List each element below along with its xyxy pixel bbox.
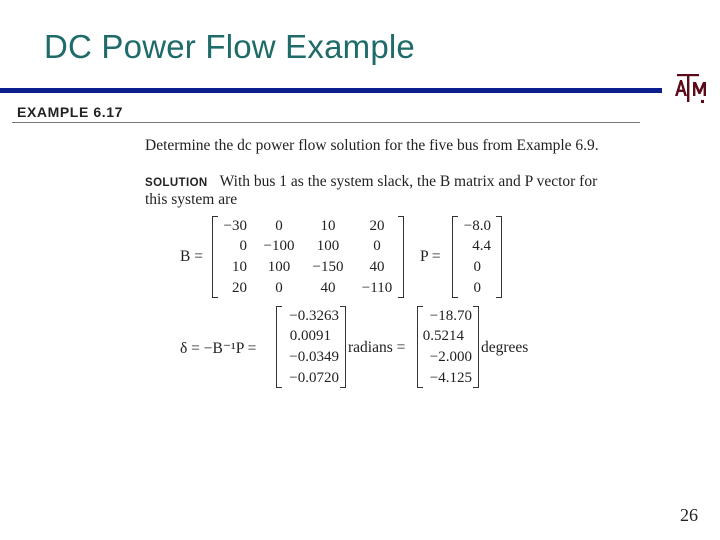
b-cell: 0 [239, 238, 247, 254]
b-cell: −30 [223, 218, 247, 234]
p-cell: −8.0 [463, 218, 491, 234]
problem-statement: Determine the dc power flow solution for the five bus from Example 6.9. [145, 137, 599, 154]
example-divider [12, 122, 640, 123]
b-cell: 40 [369, 259, 385, 275]
delta-radians-vector [276, 306, 346, 388]
p-cell: 0 [473, 280, 481, 296]
b-cell: 100 [267, 259, 291, 275]
delta-rad-cell: −0.0349 [289, 349, 339, 365]
b-cell: 40 [320, 280, 336, 296]
b-cell: −100 [263, 238, 295, 254]
b-matrix-label: B = [180, 248, 203, 265]
delta-degrees-vector [417, 306, 479, 388]
page-number: 26 [680, 505, 698, 525]
delta-deg-cell: −18.70 [429, 308, 472, 324]
p-cell: 0 [473, 259, 481, 275]
delta-deg-cell: −4.125 [429, 370, 472, 386]
university-logo-icon [671, 74, 715, 108]
b-cell: 100 [316, 238, 340, 254]
delta-label: δ = −B⁻¹P = [180, 340, 257, 357]
delta-deg-cell: −2.000 [429, 349, 472, 365]
b-cell: −110 [361, 280, 393, 296]
b-cell: 10 [320, 218, 336, 234]
solution-text-1: With bus 1 as the system slack, the B matrix and P vector for [219, 173, 598, 190]
b-cell: 10 [232, 259, 247, 275]
radians-label: radians = [348, 339, 406, 356]
header-rule [0, 88, 662, 93]
b-matrix [212, 216, 404, 298]
p-vector-label: P = [420, 248, 441, 265]
delta-deg-cell: 0.5214 [422, 328, 464, 344]
delta-rad-cell: 0.0091 [289, 328, 331, 344]
b-cell: 0 [275, 218, 283, 234]
p-cell: 4.4 [472, 238, 491, 254]
b-cell: 20 [232, 280, 247, 296]
solution-line-1 [145, 173, 597, 191]
p-vector [452, 216, 502, 298]
b-cell: 0 [275, 280, 283, 296]
degrees-label: degrees [481, 339, 529, 356]
solution-keyword: SOLUTION [145, 177, 208, 189]
delta-rad-cell: −0.3263 [289, 308, 339, 324]
b-cell: 20 [369, 218, 385, 234]
delta-rad-cell: −0.0720 [289, 370, 339, 386]
b-cell: 0 [373, 238, 381, 254]
solution-line-2: this system are [145, 191, 238, 208]
example-label: EXAMPLE 6.17 [17, 104, 124, 120]
b-cell: −150 [312, 259, 344, 275]
slide-title: DC Power Flow Example [44, 28, 415, 65]
